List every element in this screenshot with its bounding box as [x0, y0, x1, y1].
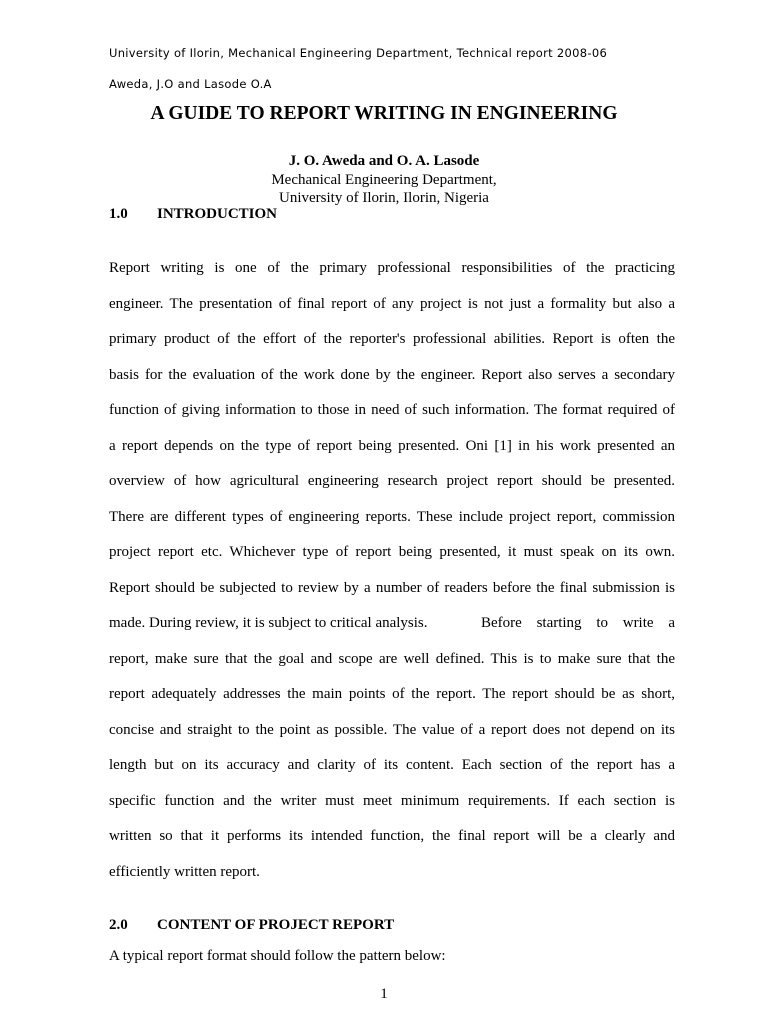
- paragraph-line: Report should be subjected to review by a number of readers before the final submission is: [109, 579, 675, 596]
- paragraph-line-split: [109, 613, 675, 649]
- paragraph-line: overview of how agricultural engineering research project report should be presented.: [109, 473, 675, 489]
- paragraph-line: primary product of the effort of the reporter's professional abilities. Report is often the: [109, 331, 675, 347]
- author-university: University of Ilorin, Ilorin, Nigeria: [279, 190, 489, 206]
- paragraph-line: length but on its accuracy and clarity of its content. Each section of the report has a: [109, 757, 675, 773]
- section-title: INTRODUCTION: [157, 206, 278, 222]
- introduction-paragraph: [109, 258, 675, 897]
- paragraph-line: report, make sure that the goal and scope are well defined. This is to make sure that the: [109, 650, 675, 667]
- paragraph-line: efficiently written report.: [109, 863, 260, 880]
- word: Before: [481, 615, 522, 631]
- paragraph-line-right: [481, 613, 675, 649]
- paragraph-line-left: made. During review, it is subject to critical analysis.: [109, 615, 428, 631]
- paragraph-line: report adequately addresses the main points of the report. The report should be as short,: [109, 686, 675, 702]
- word: starting: [536, 615, 582, 631]
- running-header-authors: Aweda, J.O and Lasode O.A: [109, 77, 272, 91]
- running-header-institution: University of Ilorin, Mechanical Engineering Department, Technical report 2008-06: [109, 46, 608, 60]
- document-title: A GUIDE TO REPORT WRITING IN ENGINEERING: [150, 103, 618, 124]
- paragraph-line: specific function and the writer must meet minimum requirements. If each section is: [109, 792, 675, 809]
- author-department: Mechanical Engineering Department,: [271, 172, 497, 188]
- paragraph-line: basis for the evaluation of the work done by the engineer. Report also serves a secondary: [109, 366, 675, 383]
- section-heading-content: [109, 917, 394, 934]
- paragraph-line: function of giving information to those in need of such information. The format required of: [109, 402, 675, 418]
- section-heading-introduction: [109, 206, 277, 223]
- paragraph-line: Report writing is one of the primary professional responsibilities of the practicing: [109, 260, 675, 276]
- paragraph-line: a report depends on the type of report being presented. Oni [1] in his work presented an: [109, 437, 675, 454]
- section-intro-text: A typical report format should follow the pattern below:: [109, 948, 446, 964]
- page-number: 1: [380, 986, 388, 1002]
- paragraph-line: There are different types of engineering reports. These include project report, commission: [109, 508, 675, 525]
- paragraph-line: written so that it performs its intended function, the final report will be a clearly and: [109, 828, 675, 844]
- word: a: [668, 615, 675, 631]
- section-number: 2.0: [109, 917, 128, 933]
- paragraph-line: engineer. The presentation of final report of any project is not just a formality but also a: [109, 295, 675, 312]
- word: to: [596, 615, 608, 631]
- paragraph-line: project report etc. Whichever type of report being presented, it must speak on its own.: [109, 544, 675, 560]
- section-number: 1.0: [109, 206, 128, 222]
- section-title: CONTENT OF PROJECT REPORT: [157, 917, 395, 933]
- author-names: J. O. Aweda and O. A. Lasode: [288, 153, 480, 169]
- word: write: [622, 615, 654, 631]
- paragraph-line: concise and straight to the point as possible. The value of a report does not depend on its: [109, 721, 675, 738]
